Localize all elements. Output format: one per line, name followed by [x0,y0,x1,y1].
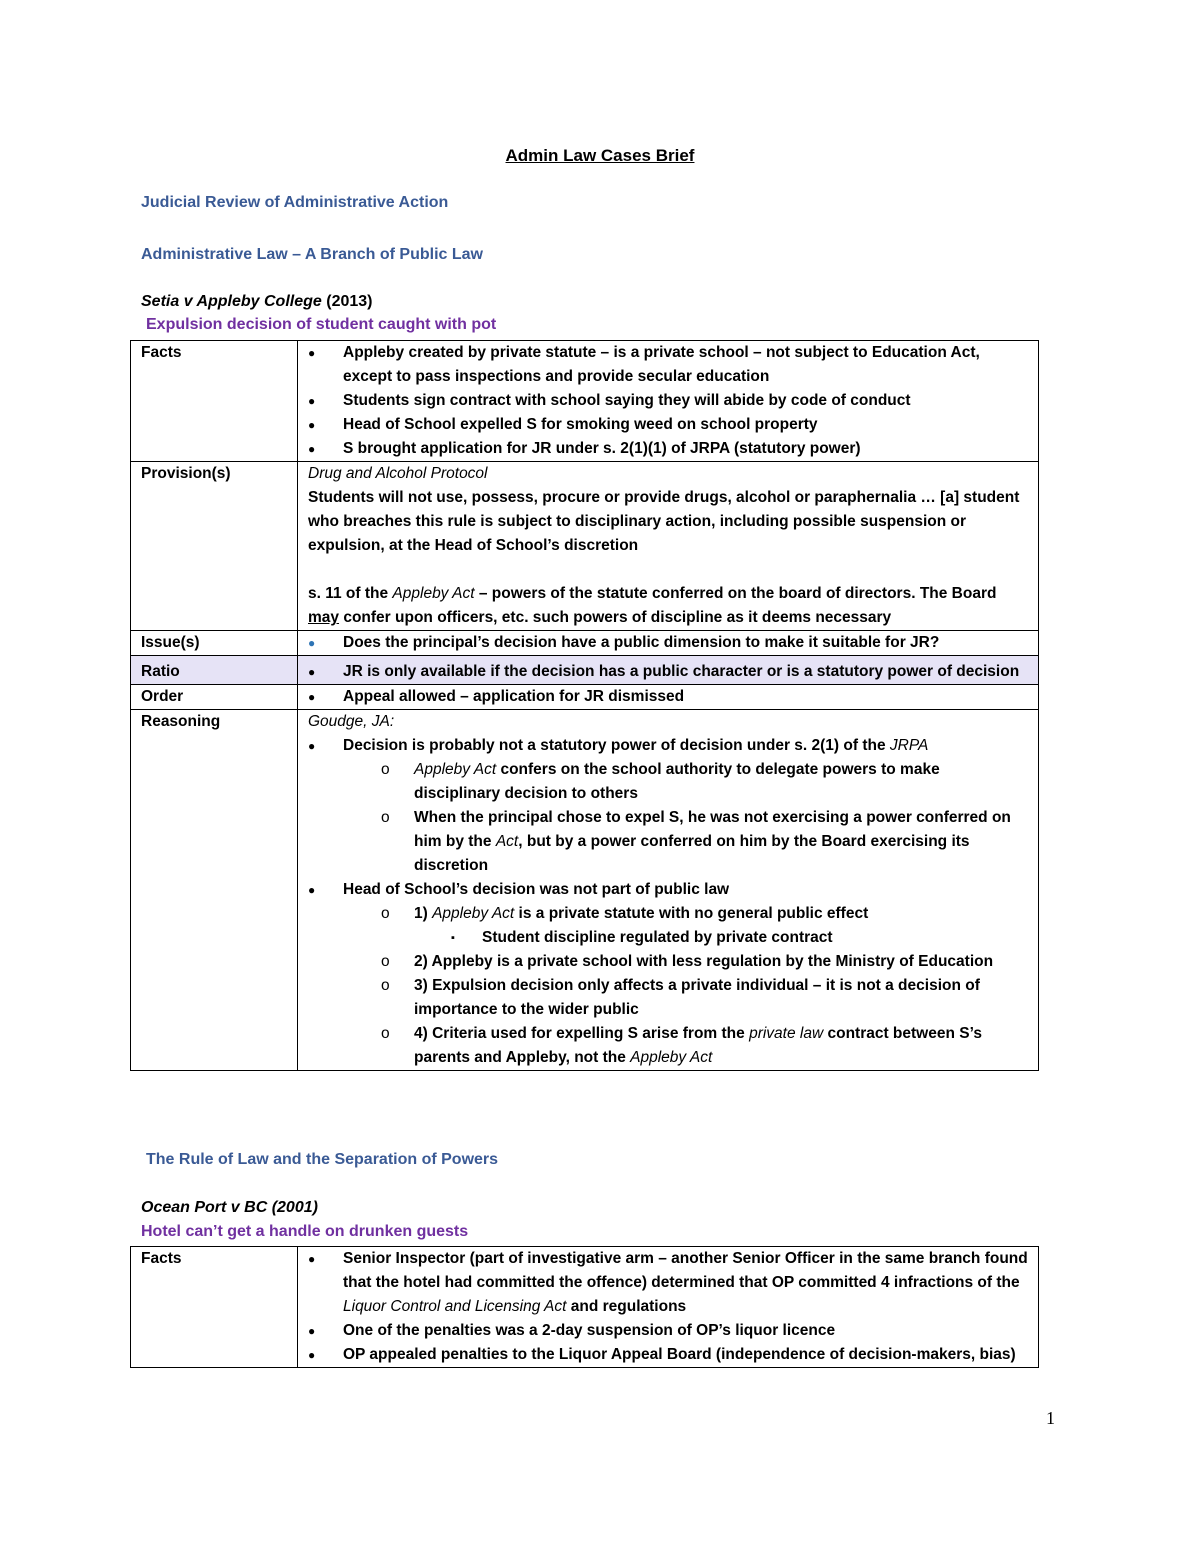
heading-admin-law-branch: Administrative Law – A Branch of Public Law [141,246,483,263]
list-item: ● Head of School expelled S for smoking weed on school property [308,413,1028,437]
case-subtitle-setia: Expulsion decision of student caught with pot [146,316,497,333]
case-brief-table-setia [130,340,1039,1071]
ratio-row [131,656,1039,685]
provision-s11: s. 11 of the Appleby Act – powers of the statute conferred on the board of directors. The Board may confer upon officers, etc. such powers of discipline as it deems necessary [308,585,997,626]
order-row [131,685,1039,710]
list-item: ● Does the principal’s decision have a public dimension to make it suitable for JR? [308,631,1028,655]
order-content [298,685,1039,710]
heading-rule-of-law: The Rule of Law and the Separation of Powers [146,1151,499,1168]
facts-row [131,341,1039,462]
list-item: o When the principal chose to expel S, he was not exercising a power conferred on him by the Act, but by a power conferred on him by the Board exercising its discretion [308,806,1028,878]
list-item: ● OP appealed penalties to the Liquor Appeal Board (independence of decision-makers, bias) [308,1343,1028,1367]
list-item: o 3) Expulsion decision only affects a private individual – it is not a decision of importance to the wider public [308,974,1028,1022]
issue-label: Issue(s) [131,631,298,656]
list-item: ● Decision is probably not a statutory power of decision under s. 2(1) of the JRPA [308,734,1028,758]
case-title-ocean-port: Ocean Port v BC (2001) [141,1199,318,1216]
list-item: ● Students sign contract with school saying they will abide by code of conduct [308,389,1028,413]
issue-content [298,631,1039,656]
provision-content [298,462,1039,631]
provision-text: Students will not use, possess, procure or provide drugs, alcohol or paraphernalia … [a] student who breaches this rule is subject to disciplinary action, including possible suspension or expulsion, at the Head of School’s discretion [308,489,1020,554]
reasoning-row [131,710,1039,1071]
ratio-label: Ratio [131,656,298,685]
provision-title: Drug and Alcohol Protocol [308,465,488,482]
list-item: o 1) Appleby Act is a private statute with no general public effect [308,902,1028,926]
case-subtitle-ocean-port: Hotel can’t get a handle on drunken guests [141,1223,469,1240]
list-item: ● One of the penalties was a 2-day suspension of OP’s liquor licence [308,1319,1028,1343]
facts-row [131,1247,1039,1368]
provision-label: Provision(s) [131,462,298,631]
list-item: ▪ Student discipline regulated by private contract [308,926,1028,950]
page-number: 1 [1046,1408,1055,1428]
facts-content [298,1247,1039,1368]
list-item: ● Appeal allowed – application for JR dismissed [308,685,1028,709]
facts-content [298,341,1039,462]
provision-row [131,462,1039,631]
list-item: o 2) Appleby is a private school with less regulation by the Ministry of Education [308,950,1028,974]
order-label: Order [131,685,298,710]
list-item: ● Head of School’s decision was not part of public law [308,878,1028,902]
facts-label: Facts [131,341,298,462]
list-item: ● Appleby created by private statute – is a private school – not subject to Education Act, except to pass inspections and provide secular education [308,341,1028,389]
list-item: o Appleby Act confers on the school authority to delegate powers to make disciplinary decision to others [308,758,1028,806]
case-name-italic: Setia v Appleby College [141,293,322,310]
list-item: o 4) Criteria used for expelling S arise from the private law contract between S’s parents and Appleby, not the Appleby Act [308,1022,1028,1070]
list-item: ● Senior Inspector (part of investigative arm – another Senior Officer in the same branch found that the hotel had committed the offence) determined that OP committed 4 infractions of the Liquor Control and Licensing Act and regulations [308,1247,1028,1319]
heading-judicial-review: Judicial Review of Administrative Action [141,194,449,211]
case-title-setia [141,293,373,311]
reasoning-content [298,710,1039,1071]
judge-name: Goudge, JA: [308,713,395,730]
list-item: ● S brought application for JR under s. 2(1)(1) of JRPA (statutory power) [308,437,1028,461]
issue-row [131,631,1039,656]
document-title: Admin Law Cases Brief [505,146,695,165]
reasoning-label: Reasoning [131,710,298,1071]
facts-label: Facts [131,1247,298,1368]
ratio-content [298,656,1039,685]
case-year: (2013) [321,293,373,310]
case-brief-table-ocean-port [130,1246,1039,1368]
list-item: ● JR is only available if the decision has a public character or is a statutory power of decision [308,660,1028,684]
